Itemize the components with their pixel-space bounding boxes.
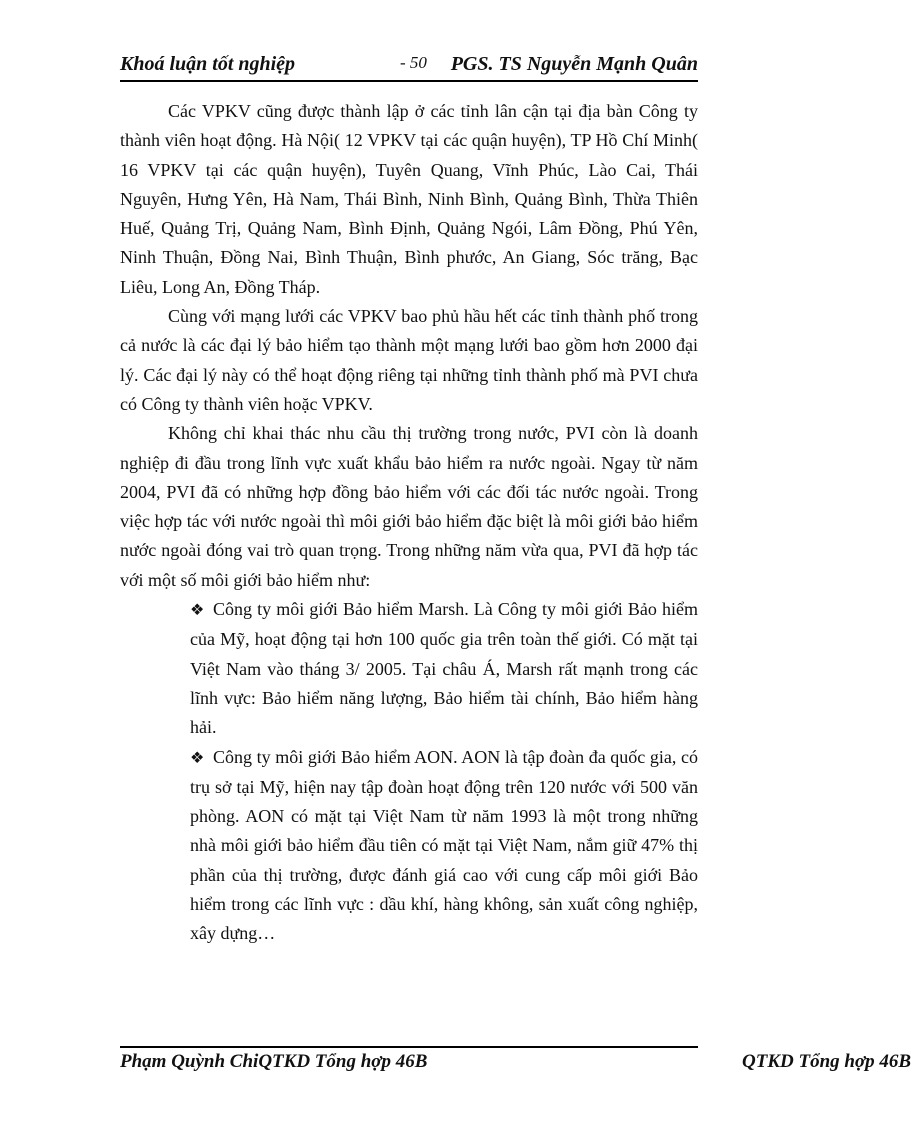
- list-item-text: Công ty môi giới Bảo hiểm AON. AON là tập đoàn đa quốc gia, có trụ sở tại Mỹ, hiện nay tập đoàn hoạt động trên 120 nước với 500 văn phòng. AON có mặt tại Việt Nam từ năm 1993 là một trong những nhà môi giới bảo hiểm đầu tiên có mặt tại Việt Nam, nắm giữ 47% thị phần của thị trường, được đánh giá cao với cung cấp môi giới Bảo hiểm trong các lĩnh vực : dầu khí, hàng không, sản xuất công nghiệp, xây dựng…: [190, 746, 698, 944]
- diamond-bullet-icon: ❖: [190, 602, 205, 620]
- page-number: - 50: [400, 53, 427, 72]
- paragraph-agents: Cùng với mạng lưới các VPKV bao phủ hầu hết các tỉnh thành phố trong cả nước là các đại lý bảo hiểm tạo thành một mạng lưới bao gồm hơn 2000 đại lý. Các đại lý này có thể hoạt động riêng tại những tỉnh thành phố mà PVI chưa có Công ty thành viên hoặc VPKV.: [120, 306, 698, 414]
- header-supervisor: PGS. TS Nguyễn Mạnh Quân: [450, 53, 698, 75]
- paragraph-export: Không chỉ khai thác nhu cầu thị trường trong nước, PVI còn là doanh nghiệp đi đầu trong lĩnh vực xuất khẩu bảo hiểm ra nước ngoài. Ngay từ năm 2004, PVI đã có những hợp đồng bảo hiểm với các đối tác nước ngoài. Trong việc hợp tác với nước ngoài thì môi giới bảo hiểm đặc biệt là môi giới bảo hiểm nước ngoài đóng vai trò quan trọng. Trong những năm vừa qua, PVI đã hợp tác với một số môi giới bảo hiểm như:: [120, 423, 698, 590]
- list-item-marsh: [190, 595, 698, 742]
- list-item-aon: [190, 743, 698, 949]
- header-thesis-title: Khoá luận tốt nghiệp: [120, 53, 296, 75]
- page-header: [120, 50, 698, 82]
- paragraph-offices: Các VPKV cũng được thành lập ở các tỉnh lân cận tại địa bàn Công ty thành viên hoạt động. Hà Nội( 12 VPKV tại các quận huyện), TP Hồ Chí Minh( 16 VPKV tại các quận huyện), Tuyên Quang, Vĩnh Phúc, Lào Cai, Thái Nguyên, Hưng Yên, Hà Nam, Thái Bình, Ninh Bình, Quảng Bình, Thừa Thiên Huế, Quảng Trị, Quảng Nam, Bình Định, Quảng Ngói, Lâm Đồng, Phú Yên, Ninh Thuận, Đồng Nai, Bình Thuận, Bình phước, An Giang, Sóc trăng, Bạc Liêu, Long An, Đồng Tháp.: [120, 101, 698, 297]
- diamond-bullet-icon: ❖: [190, 749, 205, 767]
- footer-class: QTKD Tổng hợp 46B: [742, 1051, 911, 1072]
- broker-list: [120, 595, 698, 949]
- list-item-text: Công ty môi giới Bảo hiểm Marsh. Là Công ty môi giới Bảo hiểm của Mỹ, hoạt động tại hơn 100 quốc gia trên toàn thế giới. Có mặt tại Việt Nam vào tháng 3/ 2005. Tại châu Á, Marsh rất mạnh trong các lĩnh vực: Bảo hiểm năng lượng, Bảo hiểm tài chính, Bảo hiểm hàng hải.: [190, 599, 698, 738]
- document-body: [120, 97, 698, 949]
- footer-divider: [120, 1046, 698, 1048]
- footer-author: Phạm Quỳnh ChiQTKD Tổng hợp 46B: [120, 1051, 428, 1072]
